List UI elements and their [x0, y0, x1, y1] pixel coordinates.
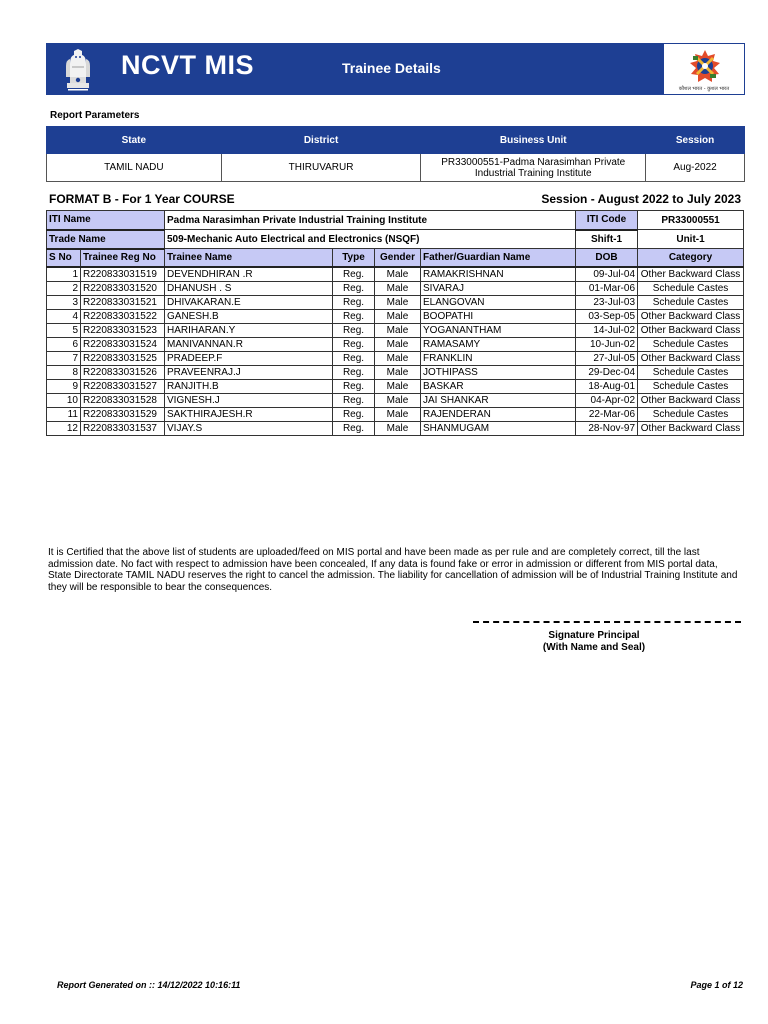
col-header-father: Father/Guardian Name [421, 249, 576, 267]
trainee-type: Reg. [333, 295, 375, 309]
trainee-sno: 1 [47, 267, 81, 282]
skill-india-logo-icon [663, 43, 745, 95]
trainee-sno: 4 [47, 309, 81, 323]
trainee-gender: Male [375, 421, 421, 435]
trainee-father-name: BOOPATHI [421, 309, 576, 323]
col-header-gender: Gender [375, 249, 421, 267]
trainee-name: DHANUSH . S [165, 281, 333, 295]
table-row [47, 365, 744, 379]
trainee-reg-no: R220833031521 [81, 295, 165, 309]
table-row [47, 379, 744, 393]
trainee-father-name: FRANKLIN [421, 351, 576, 365]
trainee-type: Reg. [333, 379, 375, 393]
trainee-dob: 22-Mar-06 [576, 407, 638, 421]
trainee-reg-no: R220833031525 [81, 351, 165, 365]
trainee-table [46, 210, 744, 436]
trade-name-row [47, 230, 744, 249]
trainee-type: Reg. [333, 393, 375, 407]
trainee-type: Reg. [333, 351, 375, 365]
trade-name-label: Trade Name [47, 230, 165, 249]
trainee-name: DEVENDHIRAN .R [165, 267, 333, 282]
trainee-gender: Male [375, 295, 421, 309]
trade-name-value: 509-Mechanic Auto Electrical and Electronics (NSQF) [165, 230, 576, 249]
trainee-name: GANESH.B [165, 309, 333, 323]
trainee-name: HARIHARAN.Y [165, 323, 333, 337]
param-header-business-unit: Business Unit [421, 127, 646, 154]
trainee-dob: 18-Aug-01 [576, 379, 638, 393]
trainee-sno: 2 [47, 281, 81, 295]
trainee-category: Other Backward Class [638, 309, 744, 323]
trainee-dob: 27-Jul-05 [576, 351, 638, 365]
trainee-name: MANIVANNAN.R [165, 337, 333, 351]
trainee-gender: Male [375, 309, 421, 323]
report-parameters-table [46, 126, 745, 182]
trainee-gender: Male [375, 365, 421, 379]
col-header-dob: DOB [576, 249, 638, 267]
trainee-sno: 8 [47, 365, 81, 379]
trainee-dob: 03-Sep-05 [576, 309, 638, 323]
trainee-dob: 04-Apr-02 [576, 393, 638, 407]
certification-text: It is Certified that the above list of students are uploaded/feed on MIS portal and have been made as per rule and are completely correct, till the last admission date. No fact with respect to admission have been concealed, If any data is found fake or error in admission or different from MIS portal data, State Directorate TAMIL NADU reserves the right to cancel the admission. The liability for cancellation of admission will be of Industrial Training Institute and they will be responsible to bear the consequences. [48, 547, 738, 593]
param-header-district: District [221, 127, 421, 154]
param-value-district: THIRUVARUR [221, 154, 421, 182]
trainee-type: Reg. [333, 323, 375, 337]
national-emblem-icon [53, 46, 103, 92]
trainee-name: PRAVEENRAJ.J [165, 365, 333, 379]
trainee-sno: 6 [47, 337, 81, 351]
table-row [47, 337, 744, 351]
table-row [47, 267, 744, 282]
trainee-dob: 14-Jul-02 [576, 323, 638, 337]
trainee-father-name: RAJENDERAN [421, 407, 576, 421]
trainee-father-name: RAMAKRISHNAN [421, 267, 576, 282]
trainee-type: Reg. [333, 365, 375, 379]
trainee-reg-no: R220833031523 [81, 323, 165, 337]
trainee-category: Schedule Castes [638, 365, 744, 379]
trainee-gender: Male [375, 351, 421, 365]
trainee-gender: Male [375, 323, 421, 337]
trainee-name: DHIVAKARAN.E [165, 295, 333, 309]
report-header [46, 43, 745, 95]
trainee-dob: 01-Mar-06 [576, 281, 638, 295]
iti-name-row [47, 211, 744, 230]
trainee-dob: 23-Jul-03 [576, 295, 638, 309]
trainee-father-name: SIVARAJ [421, 281, 576, 295]
signature-block [530, 630, 658, 654]
param-value-session: Aug-2022 [646, 154, 745, 182]
trainee-gender: Male [375, 407, 421, 421]
trainee-gender: Male [375, 337, 421, 351]
iti-name-label: ITI Name [47, 211, 165, 230]
trainee-category: Schedule Castes [638, 295, 744, 309]
trainee-category: Schedule Castes [638, 379, 744, 393]
trainee-reg-no: R220833031537 [81, 421, 165, 435]
trainee-father-name: BASKAR [421, 379, 576, 393]
param-header-state: State [47, 127, 222, 154]
param-value-business-unit: PR33000551-Padma Narasimhan Private Industrial Training Institute [421, 154, 646, 182]
table-row [47, 295, 744, 309]
trainee-sno: 12 [47, 421, 81, 435]
page-subtitle: Trainee Details [342, 60, 441, 76]
trainee-name: VIGNESH.J [165, 393, 333, 407]
trainee-reg-no: R220833031527 [81, 379, 165, 393]
trainee-type: Reg. [333, 309, 375, 323]
trainee-type: Reg. [333, 267, 375, 282]
trainee-type: Reg. [333, 421, 375, 435]
col-header-name: Trainee Name [165, 249, 333, 267]
trainee-dob: 28-Nov-97 [576, 421, 638, 435]
trainee-father-name: ELANGOVAN [421, 295, 576, 309]
trainee-name: RANJITH.B [165, 379, 333, 393]
trainee-category: Schedule Castes [638, 337, 744, 351]
trainee-sno: 11 [47, 407, 81, 421]
col-header-sno: S No [47, 249, 81, 267]
table-row [47, 407, 744, 421]
parameters-header-row [47, 127, 745, 154]
trainee-sno: 10 [47, 393, 81, 407]
trainee-father-name: SHANMUGAM [421, 421, 576, 435]
parameters-value-row [47, 154, 745, 182]
logo-caption: कौशल भारत - कुशल भारत [678, 86, 730, 92]
format-title: FORMAT B - For 1 Year COURSE [49, 192, 235, 206]
trainee-reg-no: R220833031520 [81, 281, 165, 295]
iti-name-value: Padma Narasimhan Private Industrial Training Institute [165, 211, 576, 230]
trainee-sno: 9 [47, 379, 81, 393]
trainee-reg-no: R220833031522 [81, 309, 165, 323]
trainee-type: Reg. [333, 281, 375, 295]
param-header-session: Session [646, 127, 745, 154]
session-title: Session - August 2022 to July 2023 [541, 192, 741, 206]
trainee-sno: 5 [47, 323, 81, 337]
trainee-gender: Male [375, 281, 421, 295]
trainee-category: Schedule Castes [638, 281, 744, 295]
table-row [47, 281, 744, 295]
trainee-type: Reg. [333, 407, 375, 421]
trainee-category: Other Backward Class [638, 393, 744, 407]
trainee-father-name: RAMASAMY [421, 337, 576, 351]
trainee-gender: Male [375, 393, 421, 407]
iti-code-value: PR33000551 [638, 211, 744, 230]
trainee-reg-no: R220833031528 [81, 393, 165, 407]
signature-note: (With Name and Seal) [542, 642, 646, 653]
trainee-category: Other Backward Class [638, 421, 744, 435]
unit-value: Unit-1 [638, 230, 744, 249]
table-row [47, 421, 744, 435]
signature-line [473, 621, 741, 623]
iti-code-label: ITI Code [576, 211, 638, 230]
trainee-father-name: JAI SHANKAR [421, 393, 576, 407]
report-parameters-label: Report Parameters [50, 110, 140, 121]
trainee-dob: 09-Jul-04 [576, 267, 638, 282]
col-header-reg-no: Trainee Reg No [81, 249, 165, 267]
col-header-type: Type [333, 249, 375, 267]
table-row [47, 309, 744, 323]
trainee-sno: 7 [47, 351, 81, 365]
signature-title: Signature Principal [548, 630, 640, 641]
trainee-column-header-row [47, 249, 744, 267]
trainee-sno: 3 [47, 295, 81, 309]
app-title: NCVT MIS [121, 50, 255, 80]
trainee-reg-no: R220833031519 [81, 267, 165, 282]
trainee-name: SAKTHIRAJESH.R [165, 407, 333, 421]
table-row [47, 351, 744, 365]
shift-value: Shift-1 [576, 230, 638, 249]
trainee-father-name: JOTHIPASS [421, 365, 576, 379]
trainee-dob: 29-Dec-04 [576, 365, 638, 379]
trainee-gender: Male [375, 267, 421, 282]
trainee-reg-no: R220833031529 [81, 407, 165, 421]
page-indicator: Page 1 of 12 [690, 980, 743, 990]
trainee-gender: Male [375, 379, 421, 393]
table-row [47, 393, 744, 407]
trainee-reg-no: R220833031524 [81, 337, 165, 351]
trainee-category: Other Backward Class [638, 351, 744, 365]
param-value-state: TAMIL NADU [47, 154, 222, 182]
trainee-name: VIJAY.S [165, 421, 333, 435]
trainee-reg-no: R220833031526 [81, 365, 165, 379]
trainee-father-name: YOGANANTHAM [421, 323, 576, 337]
trainee-category: Other Backward Class [638, 267, 744, 282]
trainee-category: Schedule Castes [638, 407, 744, 421]
table-row [47, 323, 744, 337]
trainee-type: Reg. [333, 337, 375, 351]
trainee-name: PRADEEP.F [165, 351, 333, 365]
col-header-category: Category [638, 249, 744, 267]
report-generated-timestamp: Report Generated on :: 14/12/2022 10:16:11 [57, 980, 241, 990]
trainee-category: Other Backward Class [638, 323, 744, 337]
trainee-dob: 10-Jun-02 [576, 337, 638, 351]
